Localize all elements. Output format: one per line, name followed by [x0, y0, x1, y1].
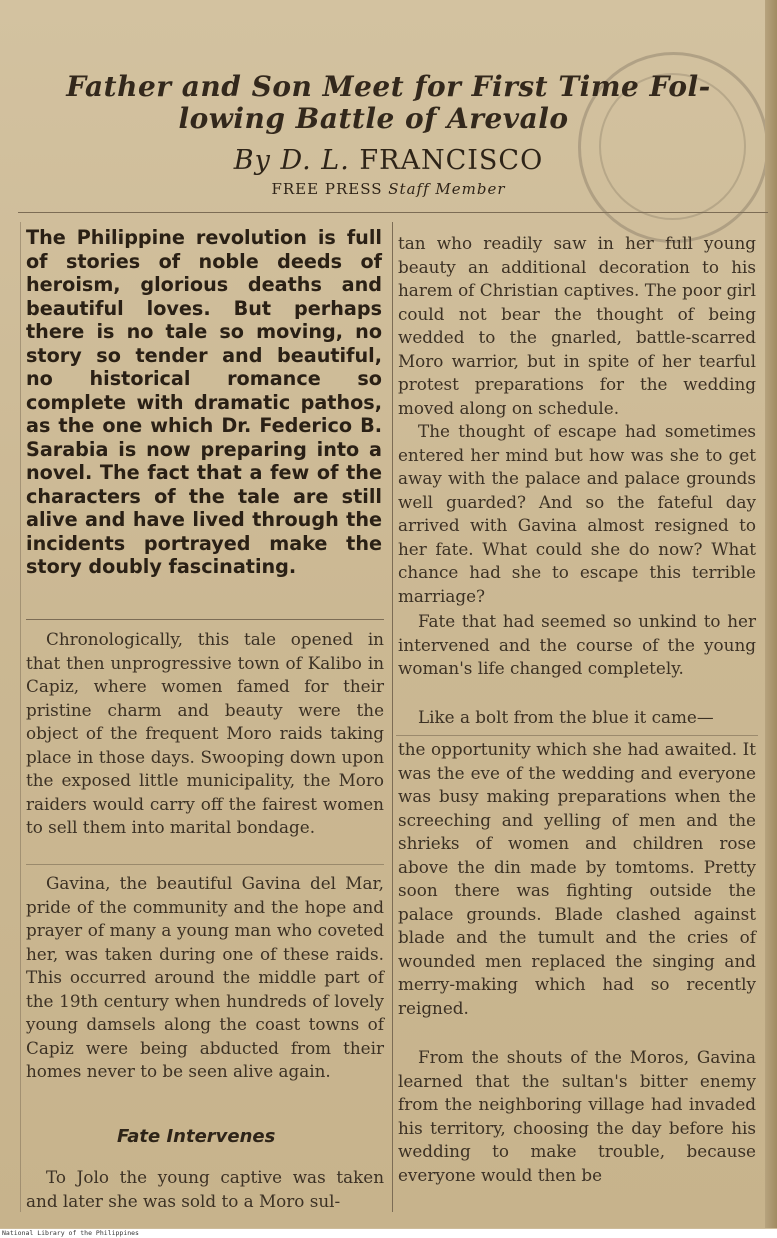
right-paragraph-6: From the shouts of the Moros, Gavina learned that the sultan's bitter enemy from the neighboring village had invaded his territory, choosing the day before his wedding to make trouble, because everyone would then be	[398, 1047, 756, 1185]
library-credit: National Library of the Philippines	[0, 1229, 777, 1238]
staff-org: FREE PRESS	[271, 180, 383, 198]
header-rule	[18, 212, 768, 213]
byline-prefix: By D. L.	[233, 145, 350, 176]
staff-credit	[0, 180, 777, 198]
right-paragraph-3: Fate that had seemed so unkind to her intervened and the course of the young woman's life changed completely.	[398, 611, 756, 678]
lead-rule	[26, 619, 384, 620]
section-subhead: Fate Intervenes	[117, 1126, 276, 1147]
right-paragraph-5: the opportunity which she had awaited. It was the eve of the wedding and everyone was busy making preparations when the screeching and yelling of men and the shrieks of women and children rose above the din made by tomtoms. Pretty soon there was fighting outside the palace grounds. Blade clashed against blade and the tumult and the cries of wounded men replaced the singing and merry-making which had so recently reigned.	[398, 739, 756, 1018]
right-rule	[396, 735, 758, 736]
left-rule	[26, 864, 384, 865]
headline-line-2: lowing Battle of Arevalo	[178, 102, 569, 135]
lead-paragraph: The Philippine revolution is full of stories of noble deeds of heroism, glorious deaths and beautiful loves. But perhaps there is no tale so moving, no story so tender and beautiful, no historical romance so complete with dramatic pathos, as the one which Dr. Federico B. Sarabia is now preparing into a novel. The fact that a few of the characters of the tale are still alive and have lived through the incidents portrayed make the story doubly fascinating.	[26, 226, 382, 578]
right-paragraph-4: Like a bolt from the blue it came—	[418, 707, 714, 727]
left-paragraph-2: Gavina, the beautiful Gavina del Mar, pride of the community and the hope and prayer of many a young man who coveted her, was taken during one of these raids. This occurred around the middle part of the 19th century when hundreds of lovely young damsels along the coast towns of Capiz were being abducted from their homes never to be seen alive again.	[26, 873, 384, 1081]
left-margin-rule	[20, 222, 21, 1212]
left-paragraph-1: Chronologically, this tale opened in that then unprogressive town of Kalibo in Capiz, where women famed for their pristine charm and beauty were the object of the frequent Moro raids taking place in those days. Swooping down upon the exposed little municipality, the Moro raiders would carry off the fairest women to sell them into marital bondage.	[26, 629, 384, 837]
right-paragraph-2: The thought of escape had sometimes entered her mind but how was she to get away with the palace and palace grounds well guarded? And so the fateful day arrived with Gavina almost resigned to her fate. What could she do now? What chance had she to escape this terrible marriage?	[398, 421, 756, 606]
byline	[0, 145, 777, 176]
byline-name: FRANCISCO	[359, 145, 544, 176]
headline-line-1: Father and Son Meet for First Time Fol-	[66, 70, 711, 103]
column-divider	[392, 222, 393, 1212]
right-paragraph-1: tan who readily saw in her full young beauty an additional decoration to his harem of Christian captives. The poor girl could not bear the thought of being wedded to the gnarled, battle-scarred Moro warrior, but in spite of her tearful protest preparations for the wedding moved along on schedule.	[398, 233, 756, 418]
staff-role: Staff Member	[388, 180, 506, 198]
left-paragraph-3: To Jolo the young captive was taken and later she was sold to a Moro sul-	[26, 1167, 384, 1211]
